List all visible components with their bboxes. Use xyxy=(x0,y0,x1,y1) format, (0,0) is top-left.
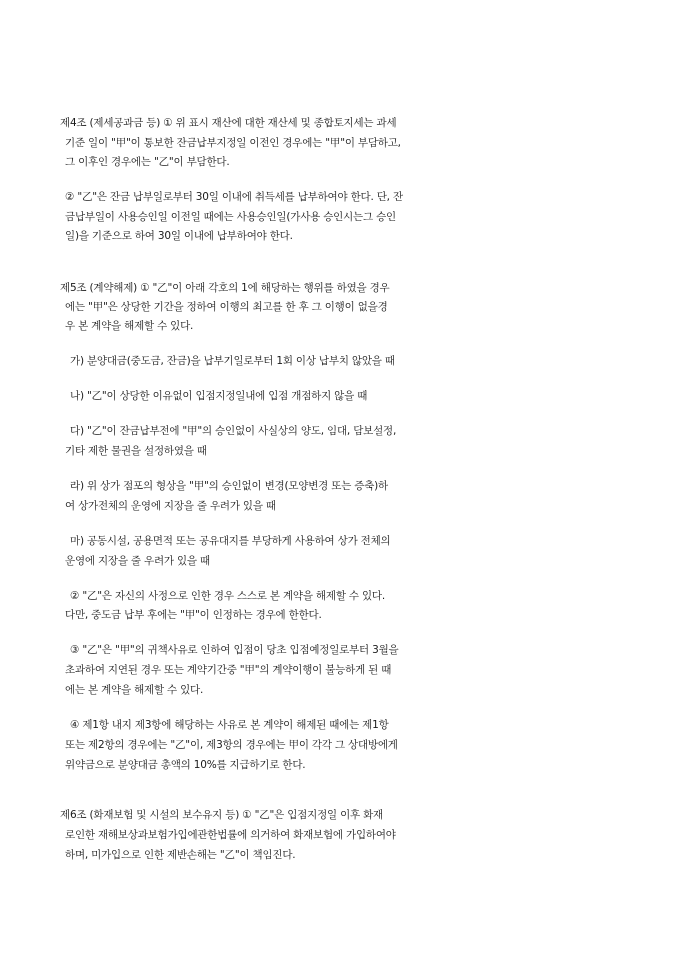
article-6-para-1-line-2: 로인한 재해보상과보험가입에관한법률에 의거하여 화재보험에 가입하여야 xyxy=(65,829,396,841)
article-5-item-da-line-1: 다) "乙"이 잔금납부전에 "甲"의 승인없이 사실상의 양도, 임대, 담보설정, xyxy=(70,425,397,437)
article-5-item-ra-line-2: 여 상가전체의 운영에 지장을 줄 우려가 있을 때 xyxy=(65,500,276,512)
article-5-item-ma-line-2: 운영에 지장을 줄 우려가 있을 때 xyxy=(65,555,210,567)
article-5-para-1-line-3: 우 본 계약을 해제할 수 있다. xyxy=(65,320,194,332)
article-5-para-3-line-2: 초과하여 지연된 경우 또는 계약기간중 "甲"의 계약이행이 불능하게 된 때 xyxy=(65,664,392,676)
article-6-para-1-line-1: 제6조 (화재보험 및 시설의 보수유지 등) ① "乙"은 입점지정일 이후 화재 xyxy=(60,809,383,821)
article-5-item-ma-line-1: 마) 공동시설, 공용면적 또는 공유대지를 부당하게 사용하여 상가 전체의 xyxy=(70,535,391,547)
article-6-para-1-line-3: 하며, 미가입으로 인한 제반손해는 "乙"이 책임진다. xyxy=(65,849,296,861)
article-4-para-2-line-1: ② "乙"은 잔금 납부일로부터 30일 이내에 취득세를 납부하여야 한다. 단, 잔 xyxy=(65,191,403,203)
article-5-item-da-line-2: 기타 제한 물권을 설정하였을 때 xyxy=(65,445,207,457)
article-4-para-2-line-2: 금납부일이 사용승인일 이전일 때에는 사용승인일(가사용 승인시는그 승인 xyxy=(65,211,396,223)
article-5-para-4-line-3: 위약금으로 분양대금 총액의 10%를 지급하기로 한다. xyxy=(65,759,306,771)
article-4-para-2-line-3: 일)을 기준으로 하여 30일 이내에 납부하여야 한다. xyxy=(65,230,293,242)
article-5-item-ra-line-1: 라) 위 상가 점포의 형상을 "甲"의 승인없이 변경(모양변경 또는 증축)하 xyxy=(70,480,389,492)
article-5-para-4-line-2: 또는 제2항의 경우에는 "乙"이, 제3항의 경우에는 甲이 각각 그 상대방에게 xyxy=(65,739,398,751)
article-5-item-na: 나) "乙"이 상당한 이유없이 입점지정일내에 입점 개점하지 않을 때 xyxy=(70,390,368,402)
article-5-para-4-line-1: ④ 제1항 내지 제3항에 해당하는 사유로 본 계약이 해제된 때에는 제1항 xyxy=(70,719,389,731)
article-5-para-1-line-1: 제5조 (계약해제) ① "乙"이 아래 각호의 1에 해당하는 행위를 하였을 경우 xyxy=(60,282,390,294)
article-5-item-ga: 가) 분양대금(중도금, 잔금)을 납부기일로부터 1회 이상 납부치 않았을 때 xyxy=(70,355,395,367)
article-5-para-3-line-1: ③ "乙"은 "甲"의 귀책사유로 인하여 입점이 당초 입점예정일로부터 3월을 xyxy=(70,644,399,656)
article-5-para-2-line-2: 다만, 중도금 납부 후에는 "甲"이 인정하는 경우에 한한다. xyxy=(65,609,322,621)
article-5-para-1-line-2: 에는 "甲"은 상당한 기간을 정하여 이행의 최고를 한 후 그 이행이 없을경 xyxy=(65,301,388,313)
article-5-para-3-line-3: 에는 본 계약을 해제할 수 있다. xyxy=(65,684,204,696)
article-4-para-1-line-2: 기준 일이 "甲"이 통보한 잔금납부지정일 이전인 경우에는 "甲"이 부담하고, xyxy=(65,137,401,149)
article-5-para-2-line-1: ② "乙"은 자신의 사정으로 인한 경우 스스로 본 계약을 해제할 수 있다. xyxy=(70,590,385,602)
article-4-para-1-line-3: 그 이후인 경우에는 "乙"이 부담한다. xyxy=(65,156,230,168)
article-4-para-1-line-1: 제4조 (제세공과금 등) ① 위 표시 재산에 대한 재산세 및 종합토지세는 과세 xyxy=(60,117,397,129)
